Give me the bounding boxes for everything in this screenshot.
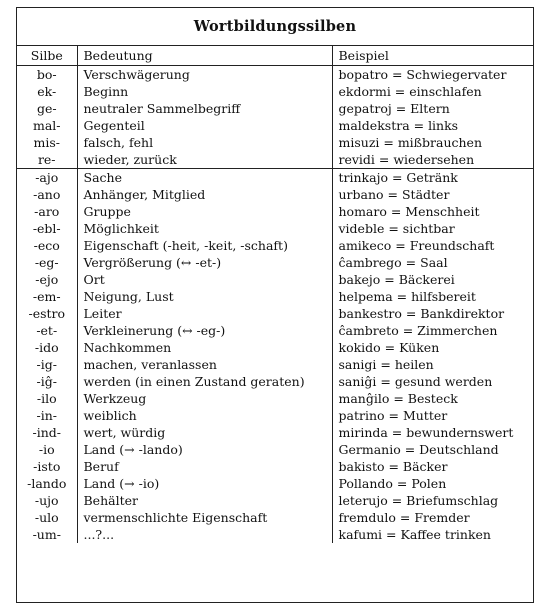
cell-bedeutung: Land (→ -lando): [77, 441, 332, 458]
cell-beispiel: sanigi = heilen: [332, 356, 533, 373]
suffix-row: [17, 305, 533, 322]
cell-beispiel: Pollando = Polen: [332, 475, 533, 492]
cell-beispiel: leterujo = Briefumschlag: [332, 492, 533, 509]
suffix-row: [17, 407, 533, 424]
cell-silbe: -io: [38, 442, 55, 457]
cell-beispiel: kafumi = Kaffee trinken: [332, 526, 533, 543]
cell-beispiel: manĝilo = Besteck: [332, 390, 533, 407]
cell-bedeutung: Sache: [77, 169, 332, 187]
cell-bedeutung: Land (→ -io): [77, 475, 332, 492]
table-title: Wortbildungssilben: [17, 8, 533, 46]
cell-silbe: -et-: [36, 323, 58, 338]
cell-beispiel: revidi = wiedersehen: [332, 151, 533, 169]
cell-bedeutung: Möglichkeit: [77, 220, 332, 237]
header-silbe: Silbe: [17, 46, 77, 66]
cell-bedeutung: Anhänger, Mitglied: [77, 186, 332, 203]
cell-beispiel: homaro = Menschheit: [332, 203, 533, 220]
cell-bedeutung: machen, veranlassen: [77, 356, 332, 373]
cell-beispiel: ĉambrego = Saal: [332, 254, 533, 271]
cell-silbe: -estro: [28, 306, 66, 321]
cell-silbe: -ebl-: [32, 221, 61, 236]
prefix-row: [17, 66, 533, 84]
cell-bedeutung: Beginn: [77, 83, 332, 100]
cell-silbe: -em-: [32, 289, 61, 304]
suffix-row: [17, 203, 533, 220]
cell-beispiel: kokido = Küken: [332, 339, 533, 356]
suffix-row: [17, 475, 533, 492]
cell-beispiel: amikeco = Freundschaft: [332, 237, 533, 254]
suffix-row: [17, 390, 533, 407]
cell-bedeutung: Neigung, Lust: [77, 288, 332, 305]
cell-beispiel: fremdulo = Fremder: [332, 509, 533, 526]
cell-bedeutung: Gruppe: [77, 203, 332, 220]
cell-silbe: -lando: [27, 476, 67, 491]
cell-silbe: -ujo: [34, 493, 59, 508]
cell-beispiel: saniĝi = gesund werden: [332, 373, 533, 390]
suffix-row: [17, 492, 533, 509]
cell-beispiel: ekdormi = einschlafen: [332, 83, 533, 100]
cell-beispiel: helpema = hilfsbereit: [332, 288, 533, 305]
cell-bedeutung: wieder, zurück: [77, 151, 332, 169]
suffix-row: [17, 186, 533, 203]
cell-beispiel: Germanio = Deutschland: [332, 441, 533, 458]
header-row: [17, 46, 533, 66]
cell-silbe: -eg-: [34, 255, 59, 270]
prefix-row: [17, 151, 533, 169]
suffix-row: [17, 322, 533, 339]
cell-silbe: -eco: [33, 238, 60, 253]
prefix-row: [17, 100, 533, 117]
cell-beispiel: urbano = Städter: [332, 186, 533, 203]
cell-silbe: -ulo: [34, 510, 59, 525]
suffix-row: [17, 288, 533, 305]
cell-beispiel: ĉambreto = Zimmerchen: [332, 322, 533, 339]
cell-silbe: -iĝ-: [36, 374, 57, 389]
cell-silbe: -isto: [33, 459, 61, 474]
suffix-row: [17, 220, 533, 237]
cell-beispiel: bakisto = Bäcker: [332, 458, 533, 475]
cell-bedeutung: Nachkommen: [77, 339, 332, 356]
prefix-row: [17, 134, 533, 151]
suffix-row: [17, 441, 533, 458]
cell-silbe: -ig-: [36, 357, 57, 372]
cell-bedeutung: werden (in einen Zustand geraten): [77, 373, 332, 390]
cell-bedeutung: wert, würdig: [77, 424, 332, 441]
suffix-row: [17, 356, 533, 373]
cell-beispiel: misuzi = mißbrauchen: [332, 134, 533, 151]
cell-silbe: re-: [37, 152, 56, 167]
cell-bedeutung: ...?...: [77, 526, 332, 543]
cell-silbe: -ejo: [35, 272, 59, 287]
suffix-row: [17, 373, 533, 390]
suffix-row: [17, 424, 533, 441]
cell-bedeutung: neutraler Sammelbegriff: [77, 100, 332, 117]
cell-silbe: -ido: [34, 340, 59, 355]
table-body: [17, 66, 533, 544]
cell-silbe: -ilo: [36, 391, 57, 406]
cell-bedeutung: Beruf: [77, 458, 332, 475]
prefix-row: [17, 117, 533, 134]
suffix-row: [17, 458, 533, 475]
cell-bedeutung: Gegenteil: [77, 117, 332, 134]
cell-silbe: ek-: [37, 84, 57, 99]
cell-bedeutung: Vergrößerung (↔ -et-): [77, 254, 332, 271]
cell-silbe: mal-: [32, 118, 61, 133]
cell-bedeutung: Verkleinerung (↔ -eg-): [77, 322, 332, 339]
cell-bedeutung: weiblich: [77, 407, 332, 424]
suffix-row: [17, 237, 533, 254]
suffix-row: [17, 271, 533, 288]
header-bedeutung: Bedeutung: [77, 46, 332, 66]
cell-bedeutung: Eigenschaft (-heit, -keit, -schaft): [77, 237, 332, 254]
prefix-row: [17, 83, 533, 100]
cell-silbe: bo-: [36, 67, 57, 82]
suffix-row: [17, 339, 533, 356]
cell-bedeutung: Leiter: [77, 305, 332, 322]
cell-silbe: -aro: [34, 204, 60, 219]
cell-beispiel: bopatro = Schwiegervater: [332, 66, 533, 84]
header-beispiel: Beispiel: [332, 46, 533, 66]
suffix-row: [17, 526, 533, 543]
cell-bedeutung: vermenschlichte Eigenschaft: [77, 509, 332, 526]
cell-silbe: -ind-: [32, 425, 61, 440]
suffix-row: [17, 169, 533, 187]
cell-silbe: -um-: [32, 527, 61, 542]
cell-silbe: -ano: [33, 187, 61, 202]
cell-bedeutung: Behälter: [77, 492, 332, 509]
syllable-table: [17, 46, 533, 543]
cell-beispiel: gepatroj = Eltern: [332, 100, 533, 117]
cell-beispiel: maldekstra = links: [332, 117, 533, 134]
cell-silbe: mis-: [33, 135, 60, 150]
suffix-row: [17, 254, 533, 271]
cell-beispiel: bankestro = Bankdirektor: [332, 305, 533, 322]
cell-beispiel: trinkajo = Getränk: [332, 169, 533, 187]
syllable-table-frame: [16, 7, 534, 603]
cell-bedeutung: falsch, fehl: [77, 134, 332, 151]
cell-beispiel: patrino = Mutter: [332, 407, 533, 424]
cell-beispiel: videble = sichtbar: [332, 220, 533, 237]
cell-bedeutung: Werkzeug: [77, 390, 332, 407]
cell-beispiel: mirinda = bewundernswert: [332, 424, 533, 441]
cell-silbe: ge-: [36, 101, 57, 116]
suffix-row: [17, 509, 533, 526]
cell-silbe: -in-: [36, 408, 57, 423]
cell-bedeutung: Verschwägerung: [77, 66, 332, 84]
cell-beispiel: bakejo = Bäckerei: [332, 271, 533, 288]
cell-bedeutung: Ort: [77, 271, 332, 288]
cell-silbe: -ajo: [17, 169, 77, 187]
